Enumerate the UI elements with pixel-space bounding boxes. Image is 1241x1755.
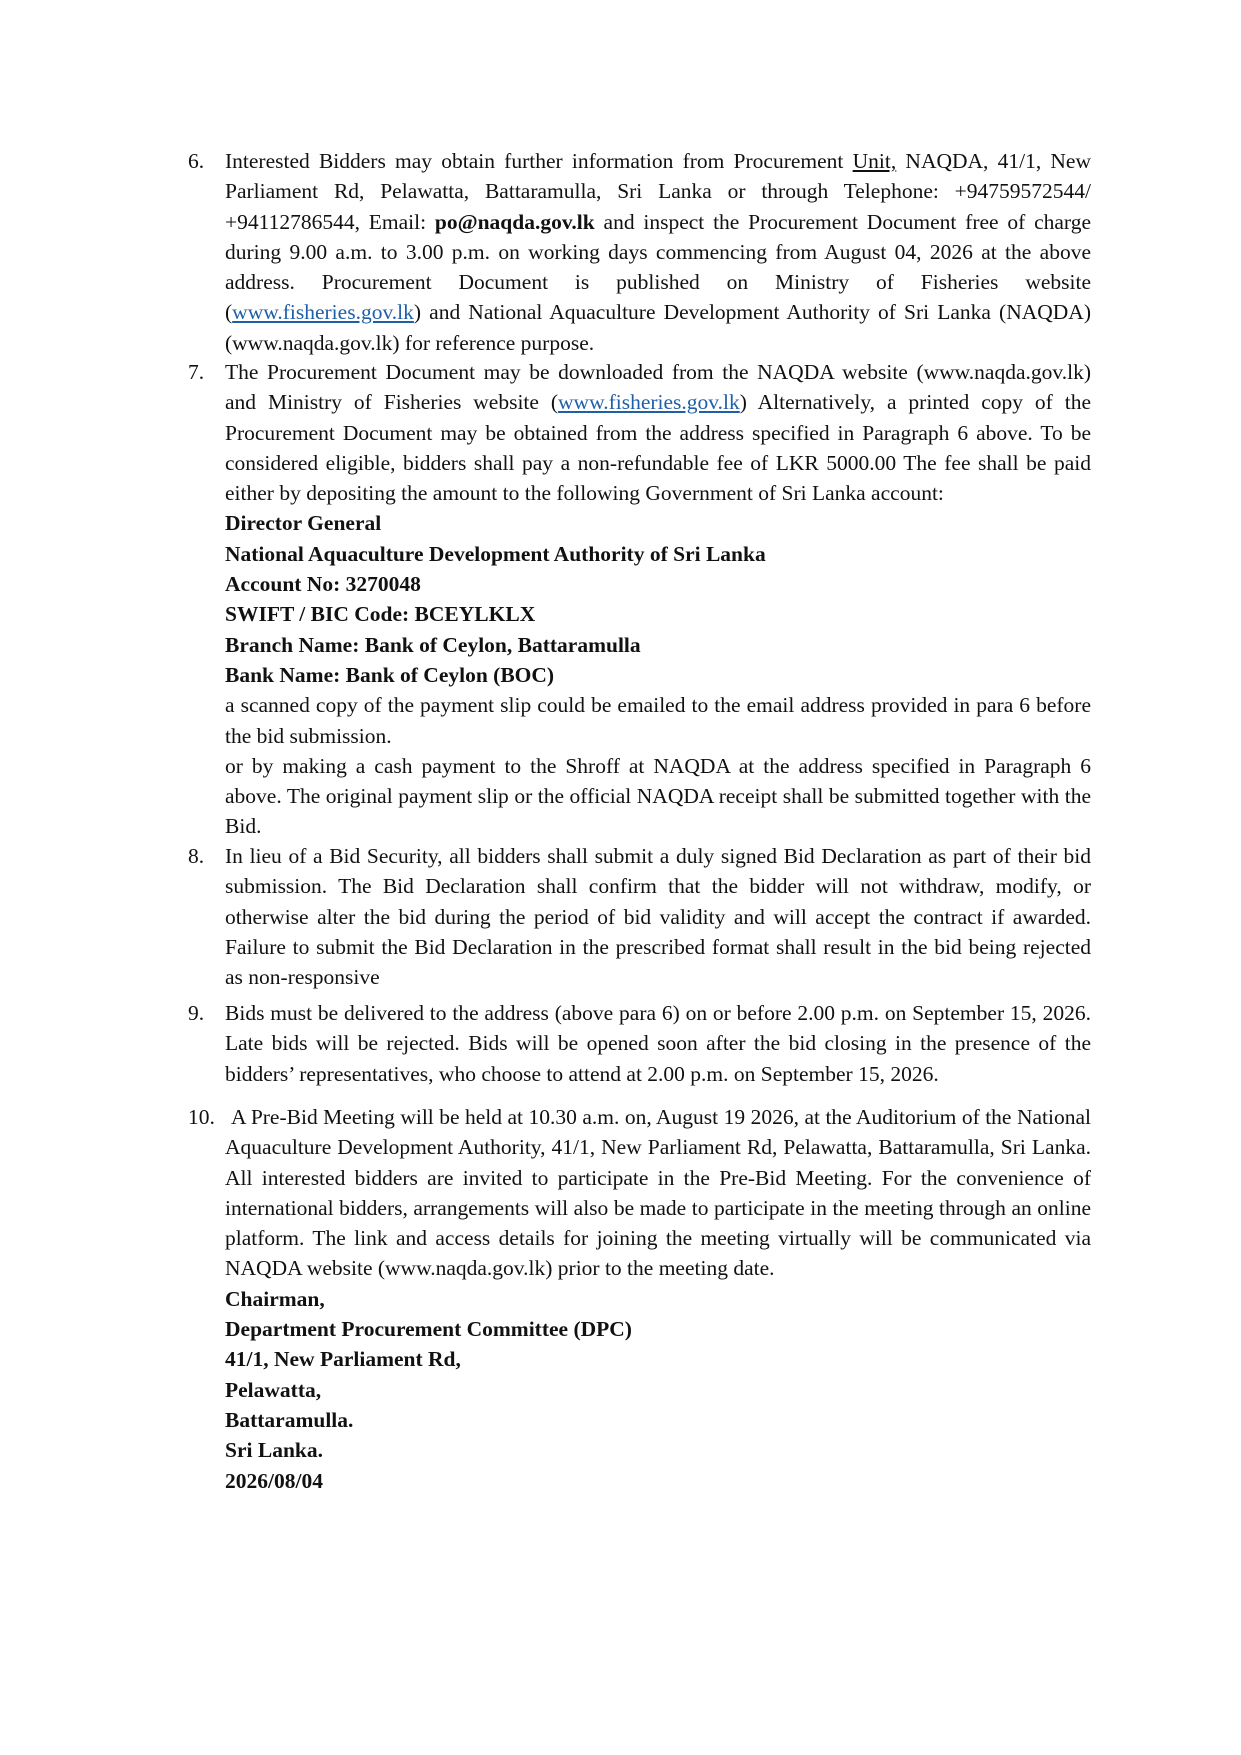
text-segment: ) and National Aquaculture Development Authority of Sri Lanka (NAQDA) (www.naqda.gov.lk) for reference purpose.: [225, 300, 1091, 355]
account-line: Bank Name: Bank of Ceylon (BOC): [225, 662, 555, 687]
paragraph-text: a scanned copy of the payment slip could be emailed to the email address provided in para 6 before the bid submission.: [225, 693, 1091, 748]
signature-line: Sri Lanka.: [225, 1438, 323, 1463]
email-text: po@naqda.gov.lk: [434, 209, 595, 234]
text-segment: NAQDA, 41/1, New Parliament Rd, Pelawatta, Battaramulla, Sri Lanka or through Telephone: +94759572544/ +94112786544, Email:: [225, 149, 1092, 234]
paragraph-text: In lieu of a Bid Security, all bidders shall submit a duly signed Bid Declaration as part of their bid submission. The Bid Declaration shall confirm that the bidder will not withdraw, modify, or otherwise alter the bid during the period of bid validity and will accept the contract if awarded. Failure to submit the Bid Declaration in the prescribed format shall result in the bid being rejected as non-responsive: [225, 844, 1091, 990]
paragraph-text: Bids must be delivered to the address (above para 6) on or before 2.00 p.m. on September 15, 2026. Late bids will be rejected. Bids will be opened soon after the bid closing in the presence of the bidders’ representatives, who choose to attend at 2.00 p.m. on September 15, 2026.: [225, 1001, 1091, 1086]
signature-date: 2026/08/04: [225, 1468, 323, 1493]
paragraph-number: 8.: [188, 844, 205, 868]
paragraph-text: [225, 357, 1091, 842]
text-segment: ) Alternatively, a printed copy of the Procurement Document may be obtained from the address specified in Paragraph 6 above. To be considered eligible, bidders shall pay a non-refundable fee of LKR 5000.00 The fee shall be paid either by depositing the amount to the following Government of Sri Lanka account:: [225, 390, 1091, 506]
fisheries-website-link[interactable]: www.fisheries.gov.lk: [558, 390, 740, 415]
fisheries-website-link[interactable]: www.fisheries.gov.lk: [232, 300, 414, 325]
paragraph-text: [225, 1102, 1091, 1284]
account-line: SWIFT / BIC Code: BCEYLKLX: [225, 602, 536, 627]
signature-line: Battaramulla.: [225, 1407, 354, 1432]
paragraph-text: [225, 146, 1091, 358]
account-line: Director General: [225, 511, 382, 536]
text-segment: and inspect the Procurement Document free of charge during 9.00 a.m. to 3.00 p.m. on working days commencing from August 04, 2026 at the above address. Procurement Document is published on Ministry of Fisheries website (: [225, 209, 1091, 325]
account-line: National Aquaculture Development Authority of Sri Lanka: [225, 541, 766, 566]
signature-line: Pelawatta,: [225, 1377, 322, 1402]
account-line: Branch Name: Bank of Ceylon, Battaramulla: [225, 632, 641, 657]
signature-line: 41/1, New Parliament Rd,: [225, 1347, 461, 1372]
paragraph-number: 10.: [188, 1105, 215, 1129]
paragraph-number: 9.: [188, 1001, 205, 1025]
text-segment: Interested Bidders may obtain further information from Procurement: [225, 149, 853, 173]
paragraph-number: 7.: [188, 360, 205, 384]
signature-block: [225, 1284, 1091, 1496]
underlined-text: Unit,: [852, 149, 897, 173]
bank-account-details: [225, 508, 1091, 690]
account-line: Account No: 3270048: [225, 572, 421, 597]
text-segment: The Procurement Document may be downloaded from the NAQDA website (www.naqda.gov.lk) and Ministry of Fisheries website (: [225, 360, 1091, 415]
paragraph-number: 6.: [188, 149, 205, 173]
signature-line: Chairman,: [225, 1286, 325, 1311]
text-segment: A Pre-Bid Meeting will be held at 10.30 a.m. on, August 19 2026, at the Auditorium of the National Aquaculture Development Authority, 41/1, New Parliament Rd, Pelawatta, Battaramulla, Sri Lanka. All interested bidders are invited to participate in the Pre-Bid Meeting. For the convenience of international bidders, arrangements will also be made to participate in the meeting through an online platform. The link and access details for joining the meeting virtually will be communicated via NAQDA website (www.naqda.gov.lk) prior to the meeting date.: [225, 1105, 1091, 1281]
signature-line: Department Procurement Committee (DPC): [225, 1317, 632, 1342]
paragraph-text: or by making a cash payment to the Shroff at NAQDA at the address specified in Paragraph 6 above. The original payment slip or the official NAQDA receipt shall be submitted together with the Bid.: [225, 753, 1091, 839]
